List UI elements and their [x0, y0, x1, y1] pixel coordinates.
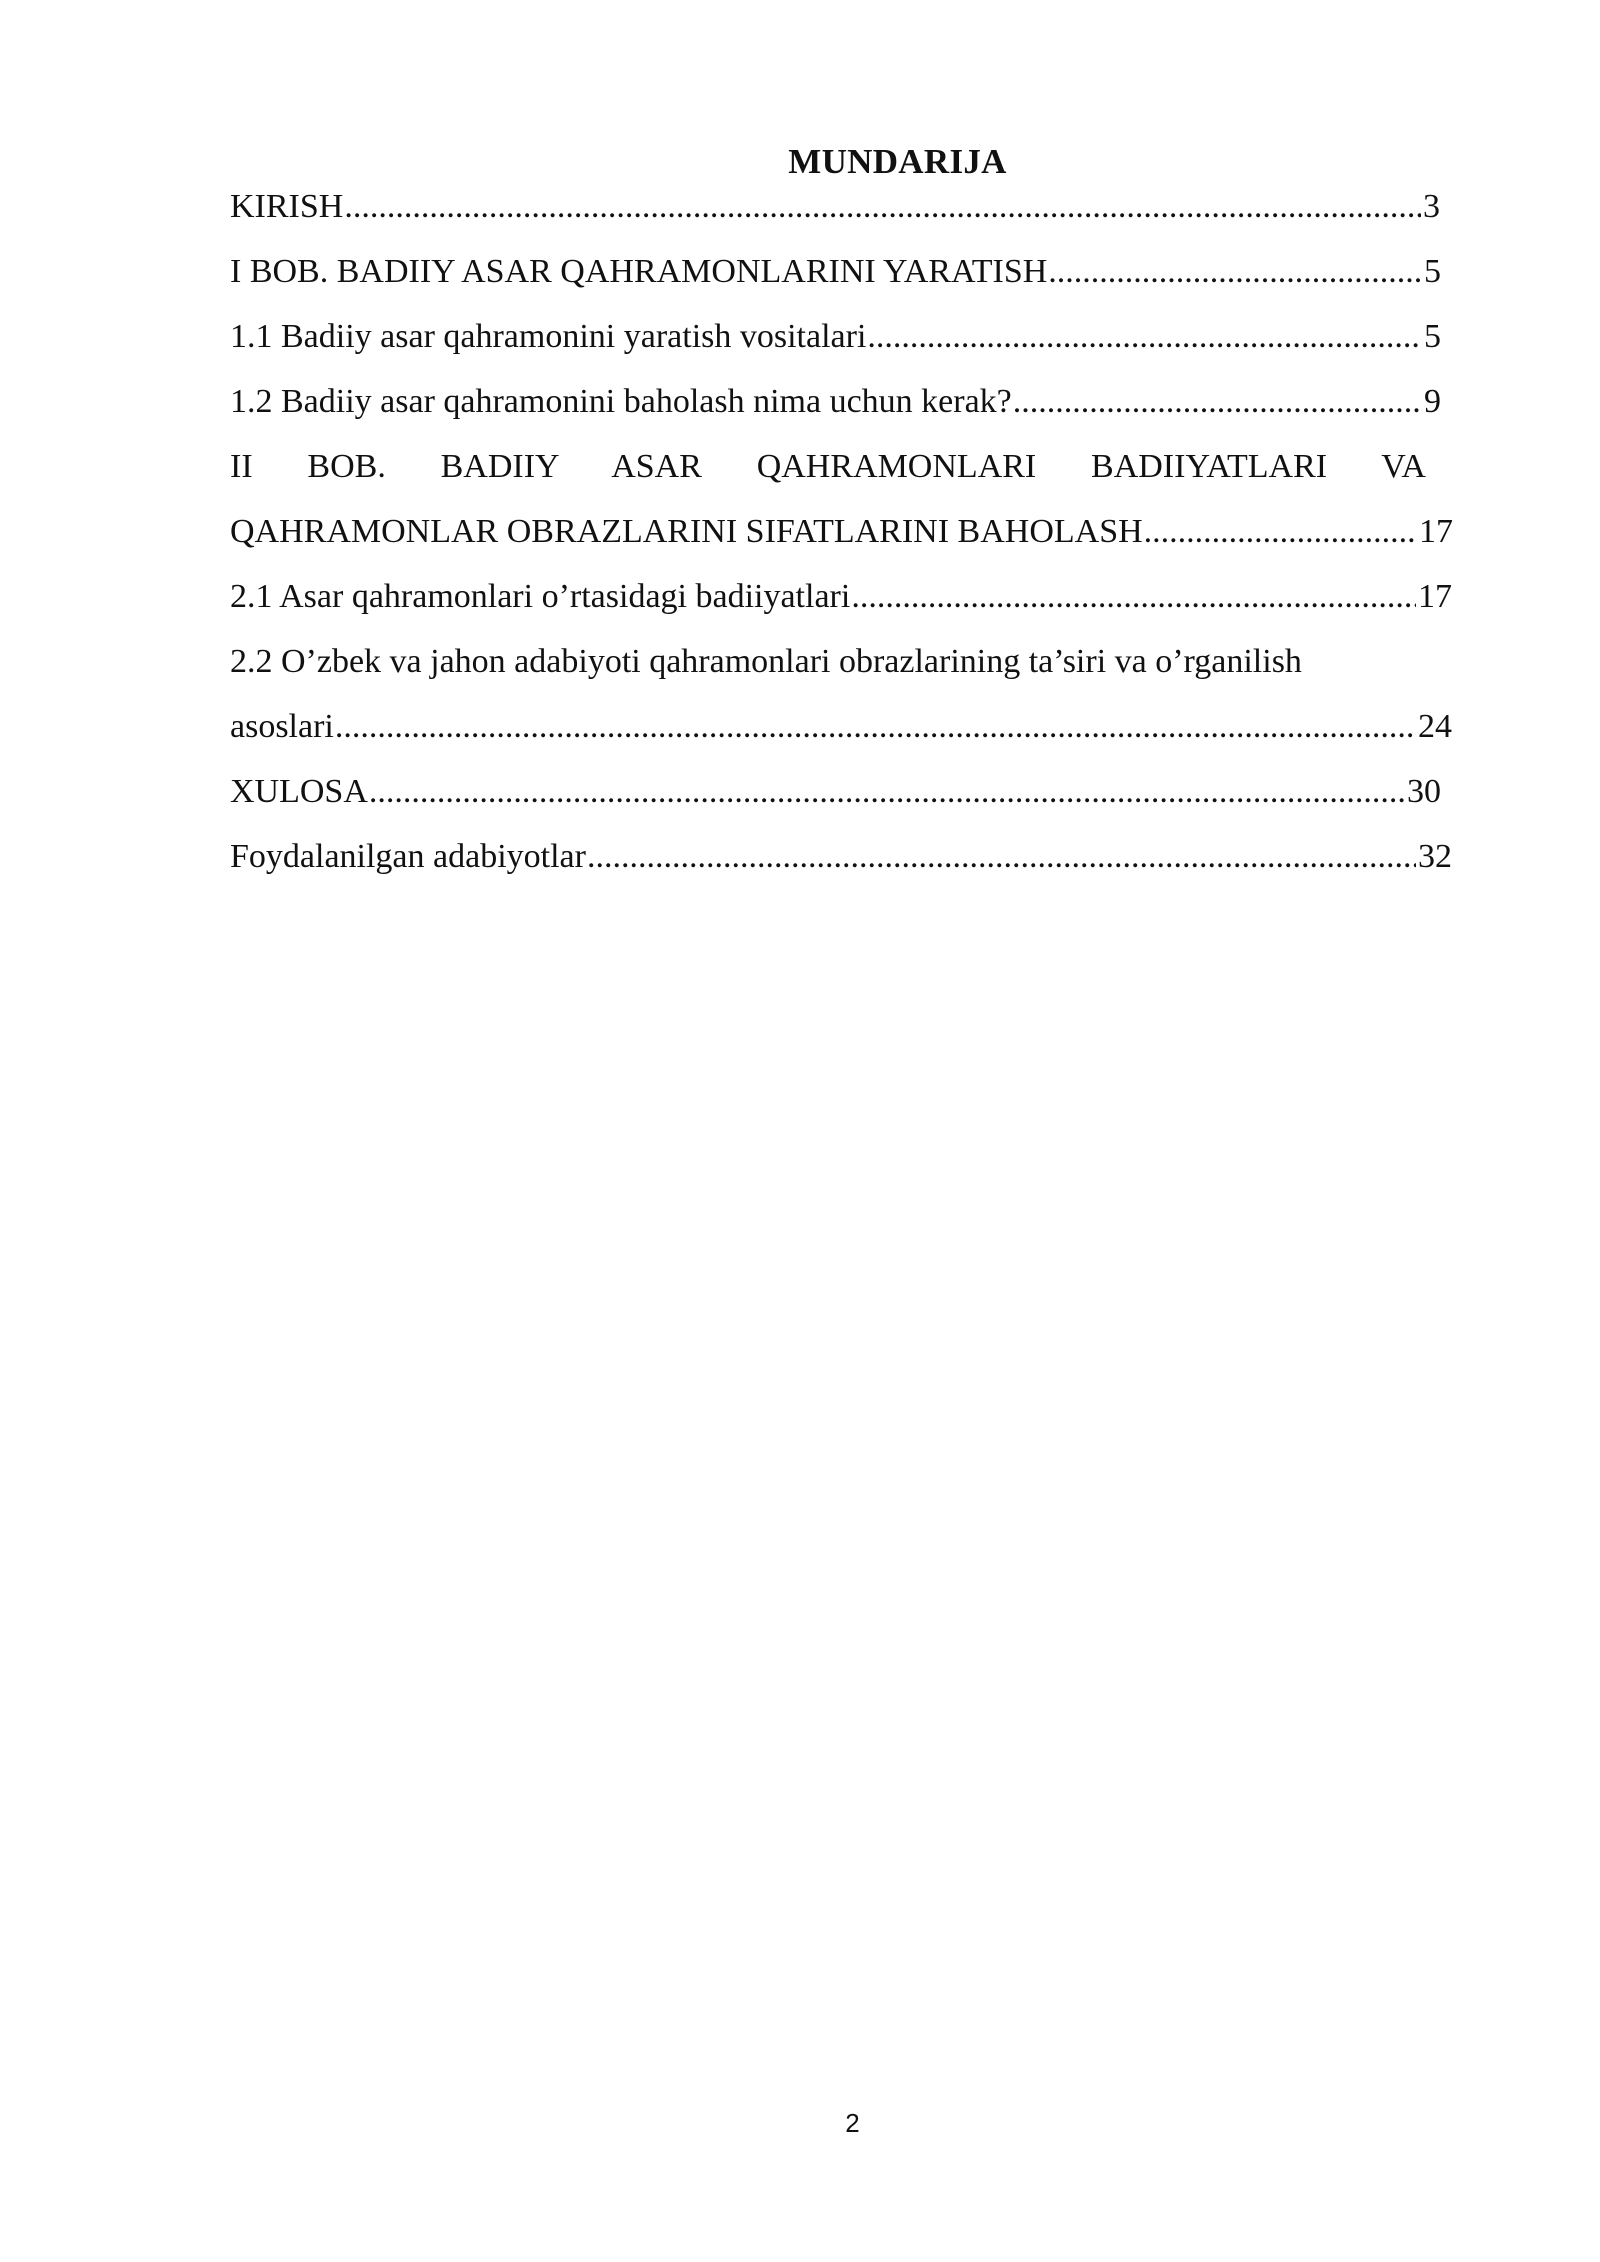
- toc-dot-leader: [344, 183, 1421, 231]
- toc-entry-text: asoslari: [230, 708, 334, 745]
- toc-dot-leader: [1048, 248, 1422, 296]
- toc-page-number: 17: [1418, 578, 1452, 615]
- toc-entry-kirish[interactable]: [230, 183, 1440, 231]
- toc-entry-section-1-2[interactable]: [230, 378, 1441, 426]
- toc-entry-section-2-2[interactable]: [230, 703, 1452, 751]
- toc-entry-section-1-1[interactable]: [230, 313, 1441, 361]
- toc-entry-text: XULOSA: [230, 773, 368, 810]
- toc-entry-text: 1.2 Badiiy asar qahramonini baholash nima uchun kerak?: [230, 383, 1012, 420]
- toc-page-number: 30: [1407, 773, 1441, 810]
- toc-dot-leader: [369, 768, 1405, 816]
- toc-entry-xulosa[interactable]: [230, 768, 1441, 816]
- toc-dot-leader: [1144, 508, 1417, 556]
- toc-entry-text: 2.1 Asar qahramonlari o’rtasidagi badiiyatlari: [230, 578, 851, 615]
- toc-entry-chapter-2-line-1[interactable]: II BOB. BADIIY ASAR QAHRAMONLARI BADIIYATLARI VA: [230, 448, 1426, 485]
- toc-dot-leader: [1013, 378, 1422, 426]
- footer-page-number: 2: [845, 2108, 860, 2138]
- toc-entry-references[interactable]: [230, 833, 1452, 881]
- toc-entry-text: 1.1 Badiiy asar qahramonini yaratish vositalari: [230, 318, 867, 355]
- toc-page-number: 3: [1423, 188, 1440, 225]
- toc-entry-text: QAHRAMONLAR OBRAZLARINI SIFATLARINI BAHOLASH: [230, 513, 1143, 550]
- toc-entry-text: I BOB. BADIIY ASAR QAHRAMONLARINI YARATISH: [230, 253, 1048, 290]
- toc-page-number: 24: [1418, 708, 1452, 745]
- toc-dot-leader: [587, 833, 1416, 881]
- page-title: MUNDARIJA: [788, 142, 1007, 181]
- toc-page-number: 32: [1418, 838, 1452, 875]
- toc-dot-leader: [335, 703, 1416, 751]
- toc-entry-text: KIRISH: [230, 188, 344, 225]
- toc-page-number: 17: [1419, 513, 1453, 550]
- toc-dot-leader: [851, 573, 1416, 621]
- toc-entry-section-2-1[interactable]: [230, 573, 1452, 621]
- toc-entry-section-2-2-line-1[interactable]: 2.2 O’zbek va jahon adabiyoti qahramonlari obrazlarining ta’siri va o’rganilish: [230, 643, 1302, 680]
- toc-dot-leader: [867, 313, 1422, 361]
- toc-entry-chapter-1[interactable]: [230, 248, 1441, 296]
- toc-page-number: 9: [1424, 383, 1441, 420]
- toc-entry-chapter-2[interactable]: [230, 508, 1453, 556]
- toc-entry-text: Foydalanilgan adabiyotlar: [230, 838, 586, 875]
- toc-page-number: 5: [1424, 253, 1441, 290]
- toc-page-number: 5: [1424, 318, 1441, 355]
